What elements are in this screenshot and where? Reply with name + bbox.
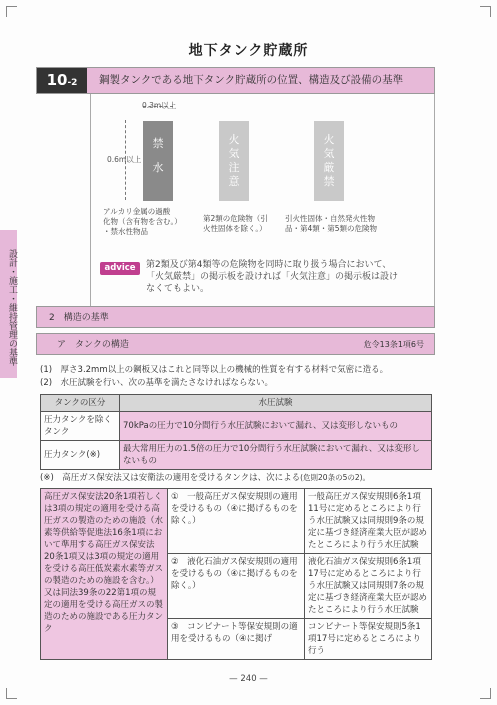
page-number: — 240 — [229, 674, 268, 684]
crop-mark [480, 688, 491, 699]
table-header: タンクの区分 [41, 395, 120, 412]
paragraph: (2) 水圧試験を行い、次の基準を満たさなければならない。 [40, 378, 274, 388]
note: (※) 高圧ガス保安法又は安衛法の適用を受けるタンクは、次による(危則20条の5の2)。 [40, 473, 371, 483]
table-row [41, 489, 432, 554]
section-header [36, 67, 435, 94]
paragraph: (1) 厚さ3.2mm以上の鋼板又はこれと同等以上の機械的性質を有する材料で気密に造る。 [40, 365, 389, 375]
table-cell: 一般高圧ガス保安規則6条1項11号に定めるところにより行う水圧試験又は同規則9条の規定に基づき経済産業大臣が認めたところにより行う水圧試験 [305, 489, 432, 554]
sign-caption: 第2類の危険物（引 火性固体を除く。） [203, 214, 268, 233]
sign-caption: 引火性固体・自然発火性物 品・第4類・第5類の危険物 [285, 214, 378, 233]
sign-no-fire: 火 気 厳 禁 [314, 121, 344, 201]
legal-reference: 危令13条1項6号 [363, 340, 424, 349]
table-cell: コンビナート等保安規則5条1項17号に定めるところにより行う [305, 619, 432, 660]
running-title: 地下タンク貯蔵所 [188, 43, 309, 59]
advice-text: 第2類及び第4類等の危険物を同時に取り扱う場合において、 「火気厳禁」の掲示板を設ければ「火気注意」の掲示板は設け なくてもよい。 [146, 260, 399, 294]
table-header: 水圧試験 [120, 395, 432, 412]
pressure-tank-table [40, 488, 432, 660]
crop-mark [6, 688, 17, 699]
crop-mark [6, 6, 17, 17]
table-cell: 圧力タンクを除くタンク [41, 412, 120, 441]
side-tab: 設計・施工・維持管理の基準 [0, 230, 17, 378]
table-cell: ③ コンビナート等保安規則の適用を受けるもの（④に掲げ [168, 619, 305, 660]
section-title: 鋼製タンクである地下タンク貯蔵所の位置、構造及び設備の基準 [99, 74, 404, 86]
table-cell: ① 一般高圧ガス保安規則の適用を受けるもの（④に掲げるものを除く。） [168, 489, 305, 554]
height-dimension-label: 0.6m以上 [107, 155, 142, 164]
table-cell: 圧力タンク(※) [41, 441, 120, 470]
table-cell: 最大常用圧力の1.5倍の圧力で10分間行う水圧試験において漏れ、又は変形しないもの [120, 441, 432, 470]
water-pressure-test-table [40, 394, 432, 470]
table-cell: ② 液化石油ガス保安規則の適用を受けるもの（④に掲げるものを除く。） [168, 554, 305, 619]
table-row [41, 412, 432, 441]
width-dimension-label: 0.3m以上 [142, 101, 177, 110]
table-cell: 70kPaの圧力で10分間行う水圧試験において漏れ、又は変形しないもの [120, 412, 432, 441]
table-row [41, 441, 432, 470]
subsection-heading: ア タンクの構造 危令13条1項6号 [36, 333, 435, 355]
advice-tag: advice [100, 262, 140, 275]
sign-fire-caution: 火 気 注 意 [219, 121, 249, 201]
sign-no-water: 禁 水 [143, 121, 173, 201]
table-cell: 液化石油ガス保安規則6条1項17号に定めるところにより行う水圧試験又は同規則7条の規定に基づき経済産業大臣が認めたところにより行う水圧試験 [305, 554, 432, 619]
section-number: 10-2 [37, 68, 87, 93]
table-cell: 高圧ガス保安法20条1項若しくは3項の規定の適用を受ける高圧ガスの製造のための施設（水素等供給等促進法16条1項において準用する高圧ガス保安法20条1項又は3項の規定の適用を受ける高圧低炭素水素等ガスの製造のための施設を含む。）又は同法39条の22第1項の規定の適用を受ける高圧ガスの製造のための施設である圧力タンク [41, 489, 168, 660]
crop-mark [480, 6, 491, 17]
subsection-heading: 2 構造の基準 [36, 306, 435, 328]
sign-caption: アルカリ金属の過酸 化物（含有物を含む。） ・禁水性物品 [103, 207, 182, 236]
